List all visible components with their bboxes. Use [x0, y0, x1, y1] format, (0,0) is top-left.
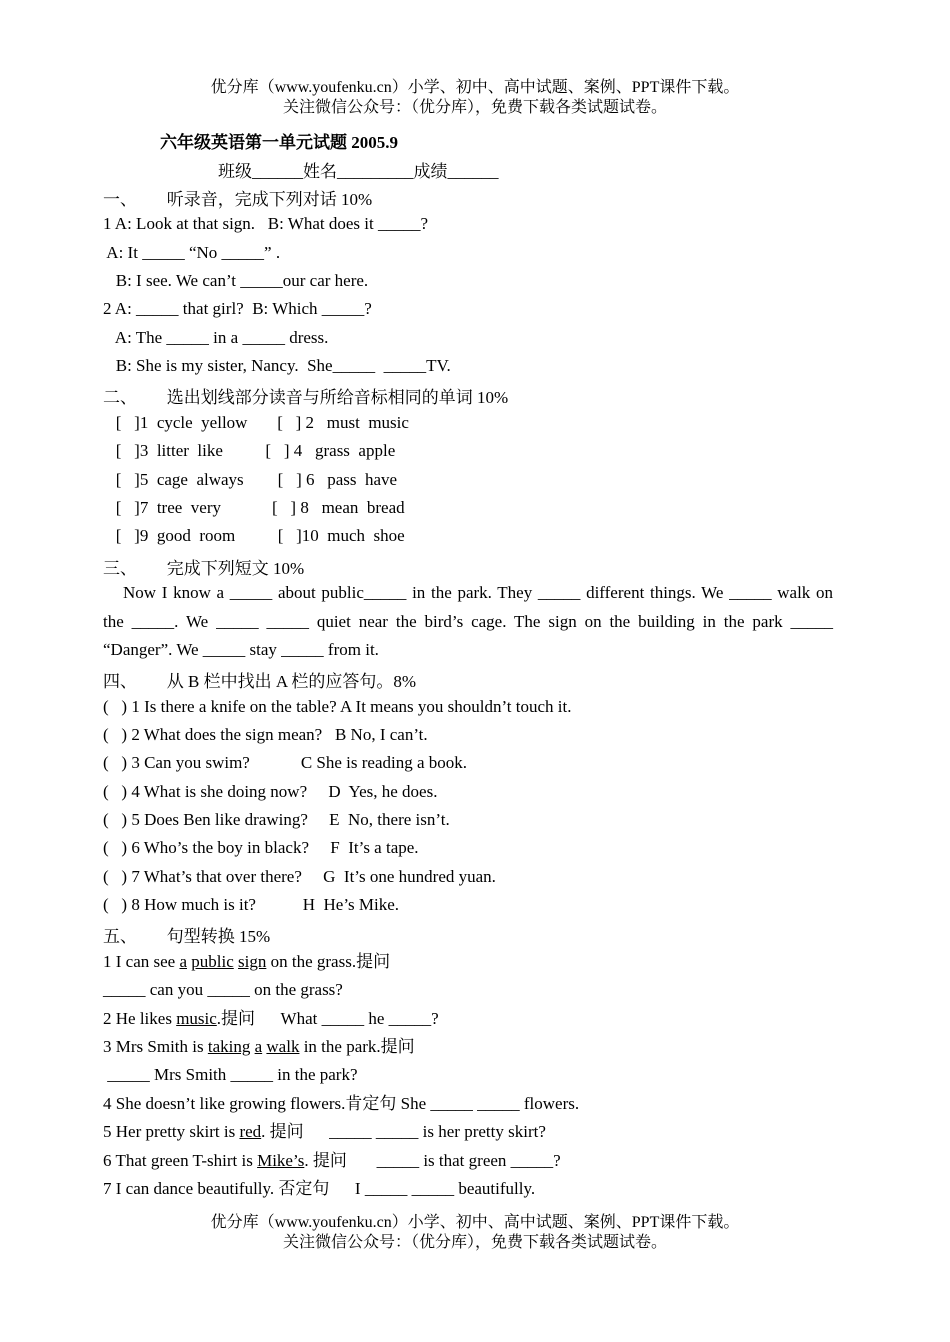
- s4-line: ( ) 4 What is she doing now? D Yes, he does.: [103, 782, 438, 801]
- s2-line: [ ]9 good room [ ]10 much shoe: [103, 526, 405, 545]
- section-2-heading: 二、 选出划线部分读音与所给音标相同的单词 10%: [103, 388, 509, 407]
- s2-line: [ ]7 tree very [ ] 8 mean bread: [103, 498, 405, 517]
- s4-line: ( ) 5 Does Ben like drawing? E No, there isn’t.: [103, 810, 450, 829]
- cloze-paragraph: Now I know a _____ about public_____ in the park. They _____ different things. We _____ walk on the _____. We _____ _____ quiet near the bird’s cage. The sign on the building in the park _____ “Danger”. We _____ stay _____ from it.: [103, 583, 833, 659]
- s5-q3-answer: _____ Mrs Smith _____ in the park?: [103, 1065, 358, 1084]
- page-title: 六年级英语第一单元试题 2005.9: [160, 133, 398, 152]
- header-line-2: 关注微信公众号：（优分库），免费下载各类试题试卷。: [282, 99, 667, 116]
- s4-line: ( ) 6 Who’s the boy in black? F It’s a tape.: [103, 838, 419, 857]
- s4-line: ( ) 2 What does the sign mean? B No, I can’t.: [103, 725, 428, 744]
- student-info-line: 班级______姓名_________成绩______: [218, 162, 499, 181]
- s4-line: ( ) 1 Is there a knife on the table? A It means you shouldn’t touch it.: [103, 697, 572, 716]
- s1-line: 2 A: _____ that girl? B: Which _____?: [103, 299, 372, 318]
- s1-line: 1 A: Look at that sign. B: What does it _____?: [103, 214, 429, 233]
- s5-q2: 2 He likes music.提问 What _____ he _____?: [103, 1009, 439, 1028]
- section-1-heading: 一、 听录音，完成下列对话 10%: [103, 190, 373, 209]
- s2-line: [ ]5 cage always [ ] 6 pass have: [103, 470, 398, 489]
- s4-line: ( ) 7 What’s that over there? G It’s one hundred yuan.: [103, 867, 496, 886]
- s1-line: B: I see. We can’t _____our car here.: [103, 271, 369, 290]
- s5-q7: 7 I can dance beautifully. 否定句 I _____ _____ beautifully.: [103, 1179, 536, 1198]
- s1-line: A: It _____ “No _____” .: [103, 243, 281, 262]
- footer-line-1: 优分库（www.youfenku.cn）小学、初中、高中试题、案例、PPT课件下载。: [210, 1214, 740, 1231]
- s1-line: A: The _____ in a _____ dress.: [103, 328, 329, 347]
- section-4-heading: 四、 从 B 栏中找出 A 栏的应答句。8%: [103, 672, 417, 691]
- header-line-1: 优分库（www.youfenku.cn）小学、初中、高中试题、案例、PPT课件下载。: [210, 79, 740, 96]
- s2-line: [ ]1 cycle yellow [ ] 2 must music: [103, 413, 409, 432]
- footer-line-2: 关注微信公众号：（优分库），免费下载各类试题试卷。: [282, 1234, 667, 1251]
- s5-q4: 4 She doesn’t like growing flowers.肯定句 She _____ _____ flowers.: [103, 1094, 580, 1113]
- section-5-heading: 五、 句型转换 15%: [103, 927, 271, 946]
- s2-line: [ ]3 litter like [ ] 4 grass apple: [103, 441, 396, 460]
- s5-q5: 5 Her pretty skirt is red. 提问 _____ _____ is her pretty skirt?: [103, 1122, 546, 1141]
- s5-q3: 3 Mrs Smith is taking a walk in the park.提问: [103, 1037, 415, 1056]
- s1-line: B: She is my sister, Nancy. She_____ _____TV.: [103, 356, 451, 375]
- s5-q6: 6 That green T-shirt is Mike’s. 提问 _____ is that green _____?: [103, 1151, 561, 1170]
- s5-q1-answer: _____ can you _____ on the grass?: [103, 980, 343, 999]
- s4-line: ( ) 8 How much is it? H He’s Mike.: [103, 895, 400, 914]
- section-3-heading: 三、 完成下列短文 10%: [103, 559, 305, 578]
- s5-q1: 1 I can see a public sign on the grass.提问: [103, 952, 391, 971]
- s4-line: ( ) 3 Can you swim? C She is reading a book.: [103, 753, 468, 772]
